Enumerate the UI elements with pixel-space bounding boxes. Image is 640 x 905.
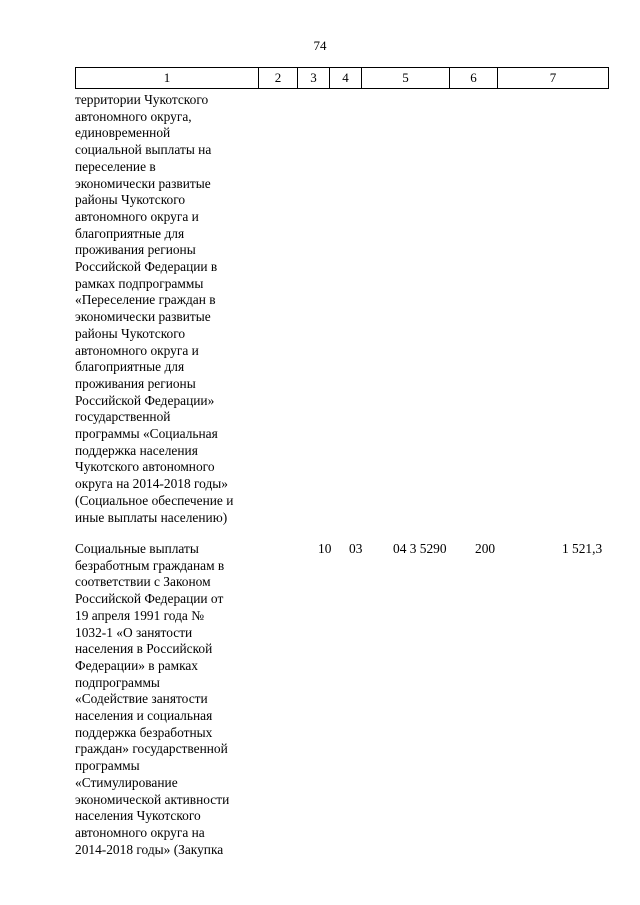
row-1-line: «Переселение граждан в [75,292,216,308]
row-1-line: экономически развитые [75,175,211,191]
row-2-line: «Стимулирование [75,774,178,790]
row-2-line: экономической активности [75,791,230,807]
header-col-3: 3 [298,68,330,88]
row-2-line: программы [75,758,140,774]
row-2-col-6: 200 [475,541,496,556]
row-2-line: 19 апреля 1991 года № [75,607,204,623]
row-2-line: поддержка безработных [75,724,213,740]
row-1-line: поддержка населения [75,442,198,458]
row-1-line: автономного округа и [75,342,199,358]
row-1-line: округа на 2014-2018 годы» [75,476,228,492]
row-2-line: Российской Федерации от [75,591,224,607]
row-1-line: экономически развитые [75,309,211,325]
row-2-line: 1032-1 «О занятости [75,624,193,640]
row-2-line: подпрограммы [75,674,160,690]
row-1-line: переселение в [75,158,156,174]
row-1-line: социальной выплаты на [75,142,212,158]
row-1-line: проживания регионы [75,375,196,391]
row-1-description [75,92,255,526]
header-col-5: 5 [362,68,450,88]
row-1-line: программы «Социальная [75,426,218,442]
row-2-line: населения Чукотского [75,808,201,824]
row-1-line: автономного округа и [75,208,199,224]
row-1-line: Российской Федерации» [75,392,215,408]
page-number: 74 [313,38,327,53]
row-2-col-3: 10 [318,541,332,556]
row-2-col-4: 03 [349,541,363,556]
row-1-line: единовременной [75,125,171,141]
row-2-line: соответствии с Законом [75,574,211,590]
row-1-line: иные выплаты населению) [75,509,228,525]
row-2-line: населения в Российской [75,641,213,657]
header-col-1: 1 [76,68,259,88]
row-2-line: населения и социальная [75,708,213,724]
row-2-line: «Содействие занятости [75,691,208,707]
row-1-line: рамках подпрограммы [75,275,204,291]
header-col-4: 4 [330,68,362,88]
row-1-line: государственной [75,409,171,425]
row-2-line: автономного округа на [75,824,205,840]
row-2-description [75,541,255,858]
row-1-line: благоприятные для [75,359,185,375]
row-1-line: автономного округа, [75,108,192,124]
row-1-line: Российской Федерации в [75,259,218,275]
row-1-line: благоприятные для [75,225,185,241]
header-col-6: 6 [450,68,498,88]
row-1-line: районы Чукотского [75,192,186,208]
row-1-line: районы Чукотского [75,325,186,341]
header-col-7: 7 [549,70,557,85]
row-2-line: граждан» государственной [75,741,228,757]
row-1-line: проживания регионы [75,242,196,258]
row-1-line: (Социальное обеспечение и [75,492,234,508]
row-2-line: 2014-2018 годы» (Закупка [75,841,224,857]
row-2-line: безработным гражданам в [75,557,225,573]
row-2-line: Социальные выплаты [75,541,199,556]
header-col-2: 2 [259,68,298,88]
row-2-line: Федерации» в рамках [75,657,199,673]
row-2-col-7: 1 521,3 [562,541,603,556]
row-2-col-5: 04 3 5290 [393,541,447,556]
row-1-line: территории Чукотского [75,92,209,107]
table-header-row [75,67,609,89]
row-1-line: Чукотского автономного [75,459,215,475]
